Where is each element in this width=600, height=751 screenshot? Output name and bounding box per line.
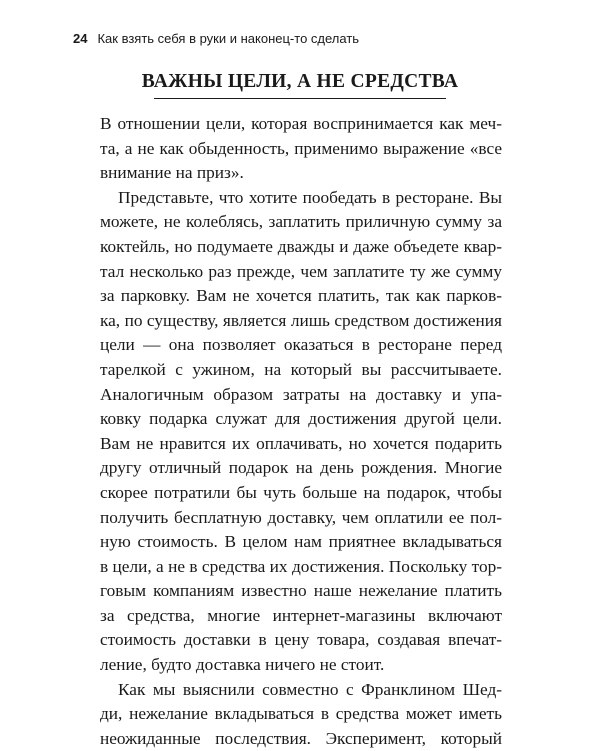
text-line: Аналогичным образом затраты на доставку и упа- [100, 384, 502, 404]
text-line: Как мы выяснили совместно с Франклином Шед- [118, 679, 502, 699]
page-number: 24 [73, 31, 88, 46]
text-line: неожиданные последствия. Эксперимент, который [100, 728, 502, 748]
text-line: та, а не как обыденность, применимо выражение «все [100, 138, 502, 158]
text-line: можете, не колеблясь, заплатить приличную сумму за [100, 212, 502, 232]
body-text [100, 112, 502, 751]
text-line: за парковку. Вам не хочется платить, так как парков- [100, 286, 502, 306]
text-line: ковку подарка служат для достижения другой цели. [100, 409, 502, 429]
text-line: цели — она позволяет оказаться в ресторане перед [100, 335, 502, 355]
heading-underline [154, 98, 446, 99]
text-line: Представьте, что хотите пообедать в ресторане. Вы [118, 187, 502, 207]
text-line: тарелкой с ужином, на который вы рассчитываете. [100, 359, 502, 379]
book-title: Как взять себя в руки и наконец-то сделать [97, 31, 360, 46]
text-line: Вам не нравится их оплачивать, но хочется подарить [100, 433, 502, 453]
text-line: внимание на приз». [100, 163, 244, 183]
text-line: коктейль, но подумаете дважды и даже объедете квар- [100, 236, 502, 256]
text-line: получить бесплатную доставку, чем оплатили ее пол- [100, 507, 502, 527]
text-line: скорее потратили бы чуть больше на подарок, чтобы [100, 482, 502, 502]
text-line: В отношении цели, которая воспринимается как меч- [100, 114, 502, 133]
text-line: тал несколько раз прежде, чем заплатите ту же сумму [100, 261, 502, 281]
text-line: ди, нежелание вкладываться в средства может иметь [100, 704, 502, 724]
section-title-text: ВАЖНЫ ЦЕЛИ, А НЕ СРЕДСТВА [141, 71, 459, 92]
text-line: другу отличный подарок на день рождения. Многие [100, 458, 502, 478]
running-header [73, 31, 359, 47]
text-line: стоимость доставки в цену товара, создавая впечат- [100, 630, 502, 650]
text-line: ную стоимость. В целом нам приятнее вкладываться [100, 532, 502, 552]
text-line: говым компаниям известно наше нежелание платить [100, 581, 502, 601]
text-line: за средства, многие интернет-магазины включают [100, 605, 502, 625]
section-heading [100, 70, 500, 99]
text-line: ление, будто доставка ничего не стоит. [100, 655, 385, 675]
text-line: ка, по существу, является лишь средством достижения [100, 310, 502, 330]
text-line: в цели, а не в средства их достижения. Поскольку тор- [100, 556, 502, 576]
